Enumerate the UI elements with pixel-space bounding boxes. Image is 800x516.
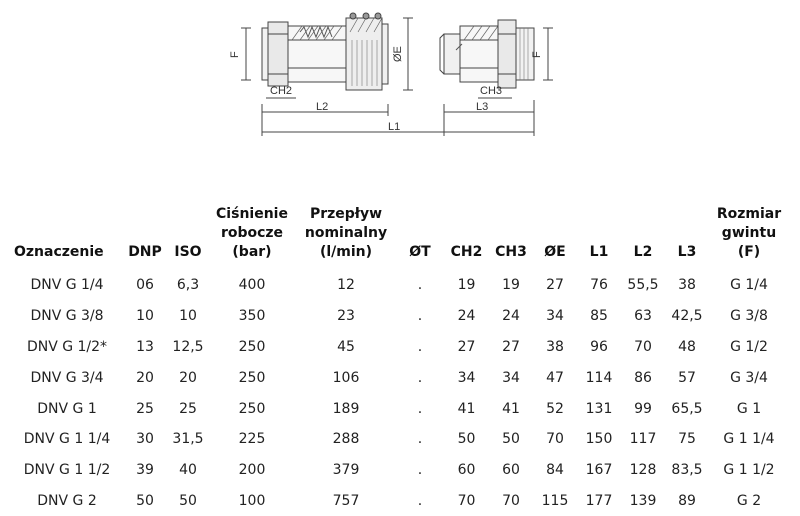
cell-dnp: 25 [136,400,154,417]
spec-table-header [12,205,789,270]
header-designation [12,205,122,270]
cell-nominal-flow: 757 [332,492,360,509]
cell-ch2: 19 [457,277,476,294]
cell-t-diameter: . [417,431,423,448]
cell-l2: 139 [629,492,657,509]
dimension-e-label: ØE [392,46,404,62]
cell-e-diameter: 70 [546,431,564,448]
dimension-f-label-right: F [531,51,543,58]
header-line: Oznaczenie [14,244,104,260]
header-iso [168,205,208,270]
cell-working-pressure: 200 [238,462,266,479]
cell-l1: 85 [590,308,608,325]
cell-l1: 131 [585,400,613,417]
cell-l2: 99 [634,400,652,417]
cell-iso: 20 [179,369,197,386]
header-line: ISO [174,244,202,260]
cell-t-diameter: . [417,308,423,325]
cell-l3: 65,5 [671,400,703,417]
header-line: L2 [633,244,653,260]
header-l1 [577,205,621,270]
header-l3 [665,205,709,270]
cell-designation: DNV G 3/4 [30,369,104,386]
cell-thread-size: G 2 [736,492,762,509]
cell-t-diameter: . [417,277,423,294]
cell-thread-size: G 1/4 [730,277,768,294]
cell-ch3: 24 [502,308,520,325]
header-ch2 [444,205,489,270]
cell-l2: 86 [634,369,652,386]
cell-working-pressure: 250 [238,369,266,386]
cell-e-diameter: 84 [546,462,564,479]
cell-thread-size: G 3/8 [730,308,768,325]
cell-ch3: 27 [502,338,520,355]
cell-e-diameter: 47 [546,369,564,386]
cell-ch2: 50 [457,431,476,448]
cell-l1: 96 [590,338,608,355]
table-row [12,424,789,455]
cell-e-diameter: 34 [546,308,564,325]
header-line: (l/min) [319,244,373,260]
cell-l3: 42,5 [671,308,703,325]
dimension-f-label: F [229,51,241,58]
spec-table-body [12,270,789,516]
header-line: Rozmiar [716,206,782,222]
cell-thread-size: G 1/2 [730,338,768,355]
cell-working-pressure: 250 [238,400,266,417]
header-line: Ciśnienie [216,206,288,222]
cell-iso: 25 [179,400,197,417]
cell-iso: 50 [179,492,197,509]
table-row [12,270,789,301]
cell-nominal-flow: 189 [332,400,360,417]
cell-thread-size: G 3/4 [730,369,768,386]
header-line: robocze [220,225,284,241]
coupling-spec-table [12,205,789,516]
cell-l3: 38 [678,277,696,294]
cell-dnp: 13 [136,338,154,355]
dimension-l2-label: L2 [316,101,329,113]
coupling-technical-drawing [0,0,800,150]
cell-dnp: 06 [136,277,154,294]
cell-l2: 128 [629,462,657,479]
cell-t-diameter: . [417,400,423,417]
cell-l2: 117 [629,431,657,448]
cell-nominal-flow: 45 [337,338,355,355]
cell-working-pressure: 250 [238,338,266,355]
cell-ch2: 27 [457,338,476,355]
header-nominal-flow [296,205,396,270]
header-line: (F) [737,244,761,260]
dimension-l3-label: L3 [476,101,489,113]
cell-iso: 6,3 [176,277,200,294]
cell-dnp: 30 [136,431,154,448]
dimension-ch3-label: CH3 [480,85,503,97]
header-line: ØE [544,244,566,260]
cell-ch2: 34 [457,369,476,386]
header-line: L3 [677,244,697,260]
cell-ch3: 41 [502,400,520,417]
cell-l3: 89 [678,492,696,509]
cell-e-diameter: 115 [541,492,569,509]
header-working-pressure [208,205,296,270]
cell-l2: 55,5 [627,277,659,294]
header-ch3 [489,205,533,270]
table-row [12,393,789,424]
female-coupling-drawing [241,13,413,136]
header-line: nominalny [304,225,388,241]
table-row [12,332,789,363]
cell-t-diameter: . [417,369,423,386]
dimension-l1-label: L1 [388,121,401,133]
cell-dnp: 39 [136,462,154,479]
cell-l3: 83,5 [671,462,703,479]
cell-designation: DNV G 2 [37,492,97,509]
header-line: ØT [409,244,431,260]
table-row [12,362,789,393]
cell-l2: 63 [634,308,652,325]
cell-thread-size: G 1 [736,400,762,417]
header-line: Przepływ [309,206,383,222]
header-line: gwintu [721,225,777,241]
cell-e-diameter: 52 [546,400,564,417]
cell-ch3: 34 [502,369,520,386]
header-line: (bar) [232,244,272,260]
header-line: CH3 [495,244,527,260]
cell-nominal-flow: 106 [332,369,360,386]
cell-iso: 10 [179,308,197,325]
cell-l1: 76 [590,277,608,294]
cell-ch2: 41 [457,400,476,417]
cell-nominal-flow: 379 [332,462,360,479]
cell-e-diameter: 27 [546,277,564,294]
cell-l1: 114 [585,369,613,386]
cell-working-pressure: 100 [238,492,266,509]
table-row [12,486,789,516]
header-l2 [621,205,665,270]
cell-designation: DNV G 3/8 [30,308,104,325]
header-line: CH2 [450,244,483,260]
cell-t-diameter: . [417,492,423,509]
cell-ch3: 60 [502,462,520,479]
cell-working-pressure: 400 [238,277,266,294]
cell-l3: 57 [678,369,696,386]
cell-ch3: 70 [502,492,520,509]
cell-designation: DNV G 1 [37,400,97,417]
cell-t-diameter: . [417,338,423,355]
cell-ch3: 50 [502,431,520,448]
header-thread-size [709,205,789,270]
cell-l2: 70 [634,338,652,355]
cell-dnp: 10 [136,308,154,325]
cell-working-pressure: 225 [238,431,266,448]
table-row [12,301,789,332]
cell-l3: 48 [678,338,696,355]
header-e-diameter [533,205,577,270]
cell-designation: DNV G 1/2* [26,338,108,355]
cell-designation: DNV G 1 1/4 [23,431,111,448]
table-row [12,455,789,486]
cell-t-diameter: . [417,462,423,479]
header-line: DNP [128,244,162,260]
cell-dnp: 50 [136,492,154,509]
cell-ch3: 19 [502,277,520,294]
cell-working-pressure: 350 [238,308,266,325]
cell-iso: 40 [179,462,197,479]
cell-nominal-flow: 288 [332,431,360,448]
cell-l1: 150 [585,431,613,448]
header-t-diameter [396,205,444,270]
cell-l1: 167 [585,462,613,479]
cell-designation: DNV G 1 1/2 [23,462,111,479]
cell-nominal-flow: 12 [337,277,355,294]
dimension-ch2-label: CH2 [270,85,293,97]
cell-ch2: 24 [457,308,476,325]
cell-ch2: 70 [457,492,476,509]
cell-ch2: 60 [457,462,476,479]
cell-iso: 31,5 [172,431,204,448]
cell-l3: 75 [678,431,696,448]
cell-designation: DNV G 1/4 [30,277,104,294]
cell-thread-size: G 1 1/4 [723,431,775,448]
cell-l1: 177 [585,492,613,509]
header-line: L1 [589,244,609,260]
header-dnp [122,205,168,270]
cell-nominal-flow: 23 [337,308,355,325]
cell-iso: 12,5 [172,338,204,355]
cell-dnp: 20 [136,369,154,386]
cell-thread-size: G 1 1/2 [723,462,775,479]
cell-e-diameter: 38 [546,338,564,355]
